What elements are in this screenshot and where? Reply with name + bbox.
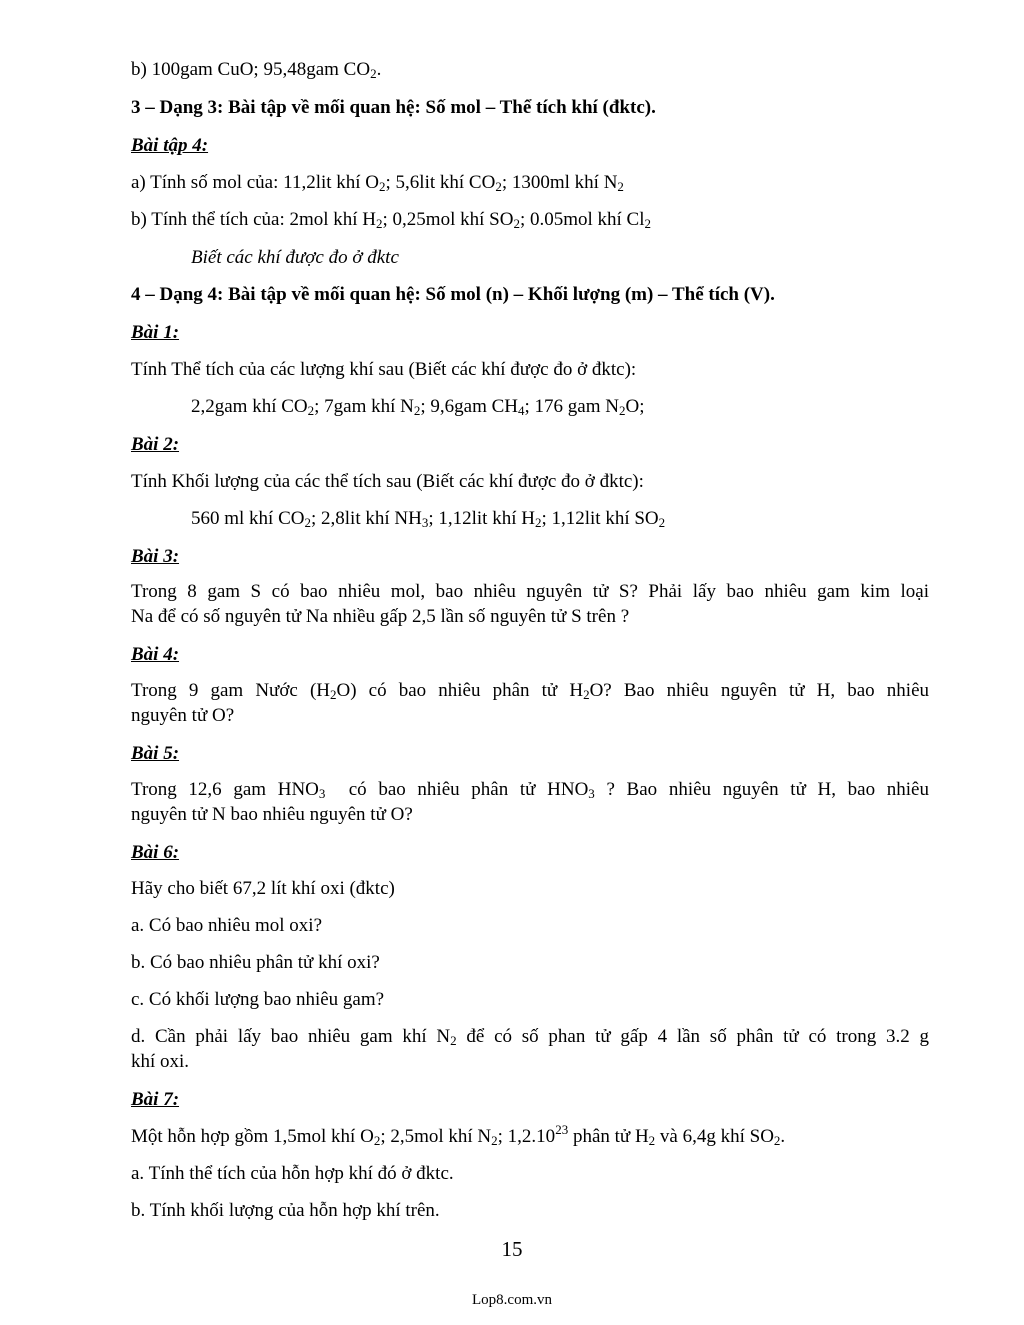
text-line: 560 ml khí $CO_2$; 2,8lit khí $NH_3$; 1,12lit khí $H_2$; 1,12lit khí $SO_2$ bbox=[191, 508, 666, 530]
text-line: Tính Thể tích của các lượng khí sau (Biết các khí được đo ở đktc): bbox=[131, 359, 637, 380]
exercise-heading: Bài tập 4: bbox=[131, 135, 209, 156]
exercise-heading: Bài 4: bbox=[131, 644, 180, 665]
text-line: Một hỗn hợp gồm 1,5mol khí $O_2$; 2,5mol khí $N_2$; 1,2.10$^{23}$ phân tử $H_2$ và 6,4g khí $SO_2$. bbox=[131, 1122, 786, 1148]
text-line: khí oxi. bbox=[131, 1051, 190, 1072]
text-line: Trong 8 gam S có bao nhiêu mol, bao nhiêu nguyên tử S? Phải lấy bao nhiêu gam kim loại bbox=[131, 581, 929, 602]
text-line: Na để có số nguyên tử Na nhiều gấp 2,5 lần số nguyên tử S trên ? bbox=[131, 606, 630, 627]
exercise-heading: Bài 1: bbox=[131, 322, 180, 343]
text-line: a) Tính số mol của: 11,2lit khí $O_2$; 5,6lit khí $CO_2$; 1300ml khí $N_2$ bbox=[131, 172, 624, 194]
text-line: Tính Khối lượng của các thể tích sau (Biết các khí được đo ở đktc): bbox=[131, 471, 644, 492]
section-heading-dang-4: 4 – Dạng 4: Bài tập về mối quan hệ: Số mol (n) – Khối lượng (m) – Thể tích (V). bbox=[131, 284, 775, 305]
text-line: b. Tính khối lượng của hỗn hợp khí trên. bbox=[131, 1200, 440, 1221]
exercise-heading: Bài 2: bbox=[131, 434, 180, 455]
page-number: 15 bbox=[501, 1237, 523, 1261]
text-line: d. Cần phải lấy bao nhiêu gam khí $N_2$ để có số phan tử gấp 4 lần số phân tử có trong 3.2 g bbox=[131, 1026, 929, 1048]
text-line: 2,2gam khí $CO_2$; 7gam khí $N_2$; 9,6gam $CH_4$; 176 gam $N_2O$; bbox=[191, 396, 645, 418]
text-line: Trong 9 gam Nước $(H_2O)$ có bao nhiêu phân tử $H_2O$? Bao nhiêu nguyên tử H, bao nhiêu bbox=[131, 680, 929, 702]
text-line: Hãy cho biết 67,2 lít khí oxi (đktc) bbox=[131, 878, 395, 899]
text-line: Trong 12,6 gam $HNO_3$ có bao nhiêu phân tử $HNO_3$ ? Bao nhiêu nguyên tử H, bao nhiêu bbox=[131, 779, 929, 801]
text-line: nguyên tử O? bbox=[131, 705, 235, 726]
text-line: a. Có bao nhiêu mol oxi? bbox=[131, 915, 323, 936]
exercise-heading: Bài 5: bbox=[131, 743, 180, 764]
exercise-heading: Bài 6: bbox=[131, 842, 180, 863]
text-line: b) Tính thể tích của: 2mol khí $H_2$; 0,25mol khí $SO_2$; 0.05mol khí $Cl_2$ bbox=[131, 209, 652, 231]
exercise-heading: Bài 3: bbox=[131, 546, 180, 567]
note-line: Biết các khí được đo ở đktc bbox=[191, 247, 399, 268]
section-heading-dang-3: 3 – Dạng 3: Bài tập về mối quan hệ: Số mol – Thể tích khí (đktc). bbox=[131, 97, 656, 118]
footer-site: Lop8.com.vn bbox=[472, 1292, 552, 1308]
text-line: b) 100gam CuO; 95,48gam $CO_2$. bbox=[131, 59, 382, 81]
text-line: nguyên tử N bao nhiêu nguyên tử O? bbox=[131, 804, 413, 825]
text-line: b. Có bao nhiêu phân tử khí oxi? bbox=[131, 952, 380, 973]
text-line: a. Tính thể tích của hỗn hợp khí đó ở đktc. bbox=[131, 1163, 454, 1184]
text-line: c. Có khối lượng bao nhiêu gam? bbox=[131, 989, 385, 1010]
exercise-heading: Bài 7: bbox=[131, 1089, 180, 1110]
